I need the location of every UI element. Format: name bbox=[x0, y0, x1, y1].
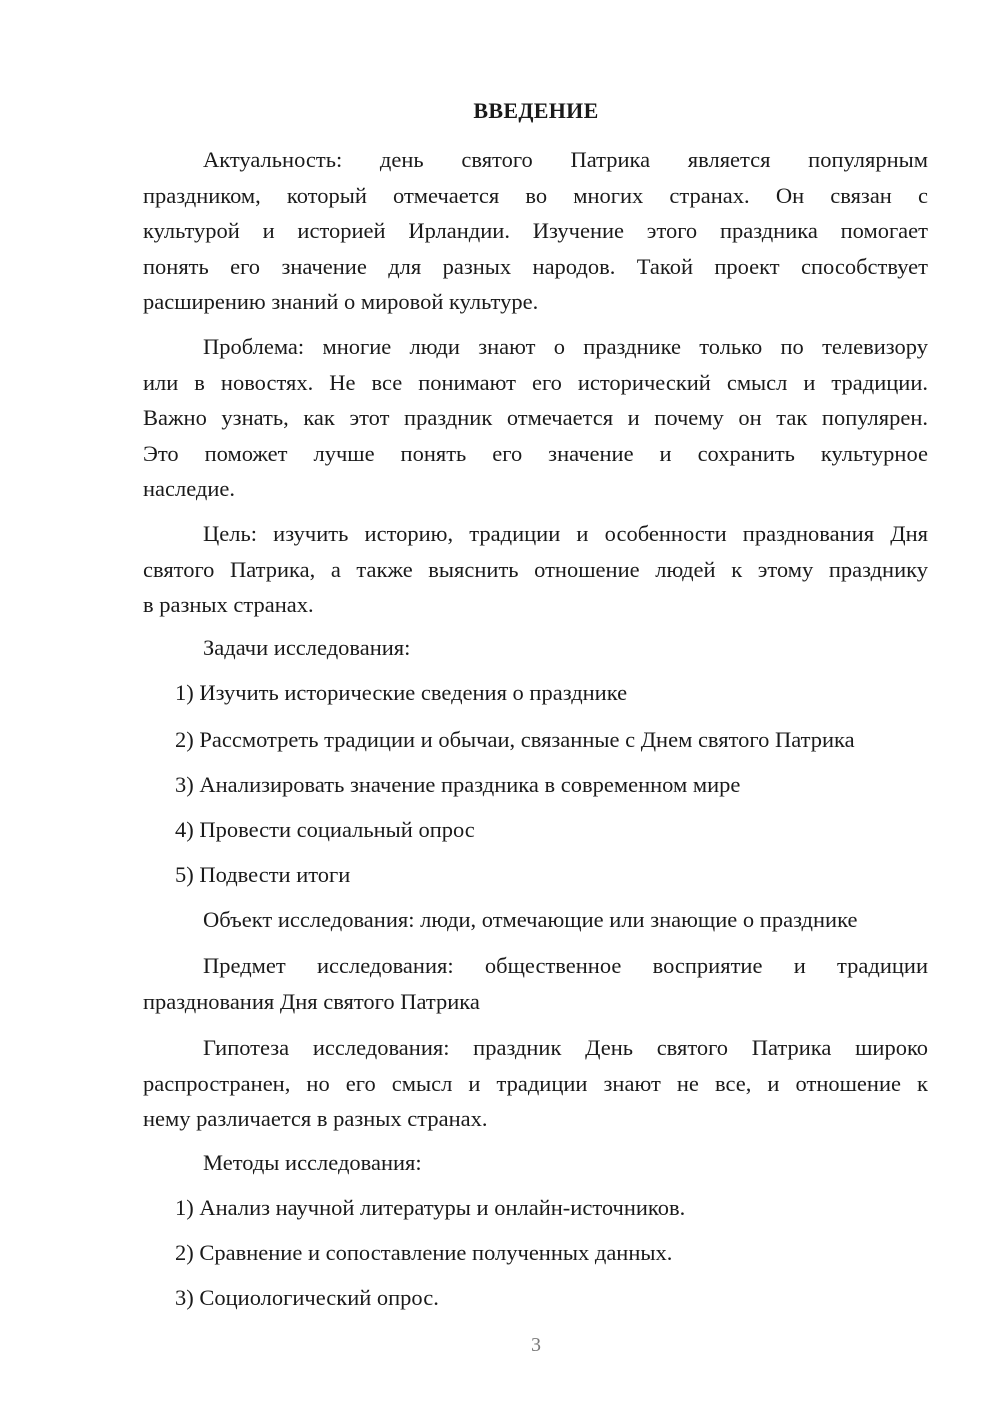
section-heading: ВВЕДЕНИЕ bbox=[473, 98, 599, 123]
relevance-paragraph bbox=[143, 142, 928, 320]
paragraph-line: распространен, но его смысл и традиции знают не все, и отношение к bbox=[143, 1070, 928, 1096]
task-item: 5) Подвести итоги bbox=[175, 862, 351, 887]
task-item: 4) Провести социальный опрос bbox=[175, 817, 475, 842]
method-item: 2) Сравнение и сопоставление полученных данных. bbox=[175, 1240, 673, 1265]
paragraph-line: понять его значение для разных народов. Такой проект способствует bbox=[143, 253, 928, 279]
paragraph-line: в разных странах. bbox=[143, 592, 314, 618]
research-subject bbox=[143, 948, 928, 1019]
paragraph-line: Проблема: многие люди знают о празднике только по телевизору bbox=[203, 334, 928, 359]
paragraph-line: расширению знаний о мировой культуре. bbox=[143, 289, 539, 315]
task-item: 3) Анализировать значение праздника в современном мире bbox=[175, 772, 741, 797]
method-item: 3) Социологический опрос. bbox=[175, 1285, 439, 1310]
problem-paragraph bbox=[143, 329, 928, 507]
paragraph-line: Это поможет лучше понять его значение и сохранить культурное bbox=[143, 440, 928, 466]
tasks-title: Задачи исследования: bbox=[203, 635, 411, 660]
research-hypothesis bbox=[143, 1030, 928, 1137]
paragraph-line: наследие. bbox=[143, 476, 236, 502]
paragraph-line: Гипотеза исследования: праздник День святого Патрика широко bbox=[203, 1035, 928, 1060]
paragraph-line: Актуальность: день святого Патрика является популярным bbox=[203, 147, 928, 172]
method-item: 1) Анализ научной литературы и онлайн-источников. bbox=[175, 1195, 686, 1220]
paragraph-line: культурой и историей Ирландии. Изучение этого праздника помогает bbox=[143, 218, 928, 244]
paragraph-line: нему различается в разных странах. bbox=[143, 1106, 488, 1132]
task-item: 2) Рассмотреть традиции и обычаи, связанные с Днем святого Патрика bbox=[175, 727, 855, 752]
research-object: Объект исследования: люди, отмечающие или знающие о празднике bbox=[203, 907, 858, 932]
paragraph-line: Предмет исследования: общественное восприятие и традиции bbox=[203, 953, 928, 978]
task-item: 1) Изучить исторические сведения о празднике bbox=[175, 680, 628, 705]
paragraph-line: праздником, который отмечается во многих странах. Он связан с bbox=[143, 182, 928, 208]
paragraph-line: Важно узнать, как этот праздник отмечается и почему он так популярен. bbox=[143, 405, 928, 431]
paragraph-line: или в новостях. Не все понимают его исторический смысл и традиции. bbox=[143, 369, 928, 395]
goal-paragraph bbox=[143, 516, 928, 623]
paragraph-line: празднования Дня святого Патрика bbox=[143, 988, 480, 1014]
methods-title: Методы исследования: bbox=[203, 1150, 422, 1175]
page-number: 3 bbox=[531, 1334, 541, 1356]
paragraph-line: Цель: изучить историю, традиции и особенности празднования Дня bbox=[203, 521, 928, 546]
paragraph-line: святого Патрика, а также выяснить отношение людей к этому празднику bbox=[143, 556, 928, 582]
